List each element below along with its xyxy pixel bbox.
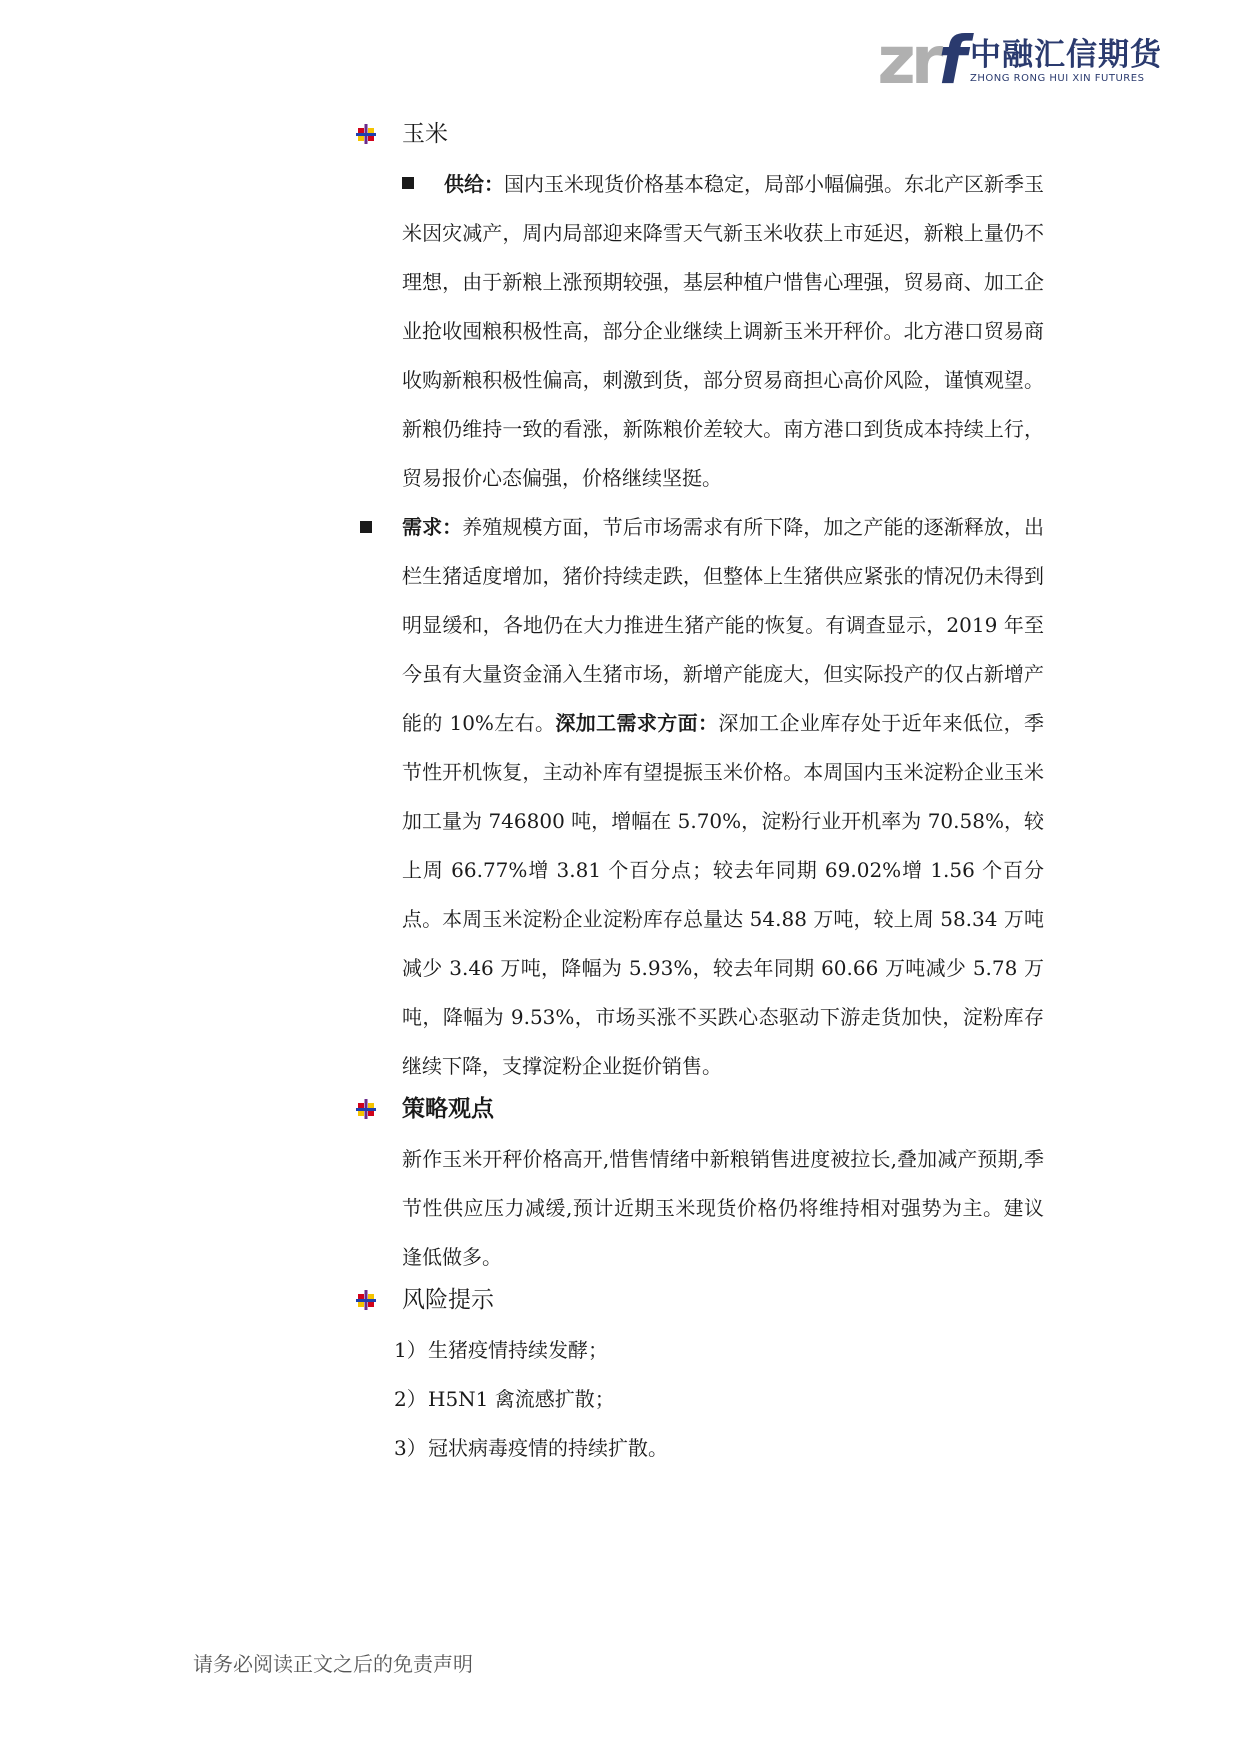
footer-disclaimer: 请务必阅读正文之后的免责声明	[193, 1652, 473, 1676]
logo-cn: 中融汇信期货	[970, 37, 1162, 74]
demand-text-2: 深加工企业库存处于近年来低位，季节性开机恢复，主动补库有望提振玉米价格。本周国内玉米淀粉企业玉米加工量为 746800 吨，增幅在 5.70%，淀粉行业开机率为 70.58%，较上周 66.77%增 3.81 个百分点；较去年同期 69.02%增 1.56 个百分点。本周玉米淀粉企业淀粉库存总量达 54.88 万吨，较上周 58.34 万吨减少 3.46 万吨，降幅为 5.93%，较去年同期 60.66 万吨减少 5.78 万吨，降幅为 9.53%，市场买涨不买跌心态驱动下游走货加快，淀粉库存继续下降，支撑淀粉企业挺价销售。	[402, 711, 1044, 1078]
logo-mark: zrf	[877, 22, 962, 99]
section-marker-icon	[356, 1099, 376, 1119]
section-heading-corn	[356, 116, 1044, 152]
list-item: 3）冠状病毒疫情的持续扩散。	[394, 1436, 668, 1460]
demand-paragraph	[356, 503, 1044, 1091]
square-bullet-icon	[360, 521, 372, 533]
demand-text-1: 养殖规模方面，节后市场需求有所下降，加之产能的逐渐释放，出栏生猪适度增加，猪价持续走跌，但整体上生猪供应紧张的情况仍未得到明显缓和，各地仍在大力推进生猪产能的恢复。有调查显示，2019 年至今虽有大量资金涌入生猪市场，新增产能庞大，但实际投产的仅占新增产能的 10%左右。	[402, 515, 1045, 735]
demand-label: 需求：	[402, 515, 463, 539]
risk-list	[356, 1326, 1044, 1473]
logo-en: ZHONG RONG HUI XIN FUTURES	[970, 72, 1145, 84]
strategy-paragraph: 新作玉米开秤价格高开,惜售情绪中新粮销售进度被拉长,叠加减产预期,季节性供应压力减缓,预计近期玉米现货价格仍将维持相对强势为主。建议逢低做多。	[402, 1147, 1044, 1269]
section-title: 策略观点	[402, 1096, 494, 1122]
supply-paragraph	[356, 160, 1044, 503]
section-heading-strategy	[356, 1091, 1044, 1127]
section-heading-risk	[356, 1282, 1044, 1318]
section-title: 风险提示	[402, 1287, 494, 1313]
supply-text: 国内玉米现货价格基本稳定，局部小幅偏强。东北产区新季玉米因灾减产，周内局部迎来降雪天气新玉米收获上市延迟，新粮上量仍不理想，由于新粮上涨预期较强，基层种植户惜售心理强，贸易商、加工企业抢收囤粮积极性高，部分企业继续上调新玉米开秤价。北方港口贸易商收购新粮积极性偏高，刺激到货，部分贸易商担心高价风险，谨慎观望。新粮仍维持一致的看涨，新陈粮价差较大。南方港口到货成本持续上行，贸易报价心态偏强，价格继续坚挺。	[402, 172, 1044, 490]
supply-label: 供给：	[444, 172, 504, 196]
deep-processing-label: 深加工需求方面：	[555, 711, 719, 735]
list-item: 2）H5N1 禽流感扩散；	[394, 1387, 615, 1411]
square-bullet-icon	[402, 177, 414, 189]
section-marker-icon	[356, 1290, 376, 1310]
main-content	[356, 116, 1044, 1473]
logo-text	[970, 38, 1162, 83]
company-logo	[877, 22, 1162, 99]
list-item: 1）生猪疫情持续发酵；	[394, 1338, 608, 1362]
section-title: 玉米	[402, 121, 448, 147]
section-marker-icon	[356, 124, 376, 144]
